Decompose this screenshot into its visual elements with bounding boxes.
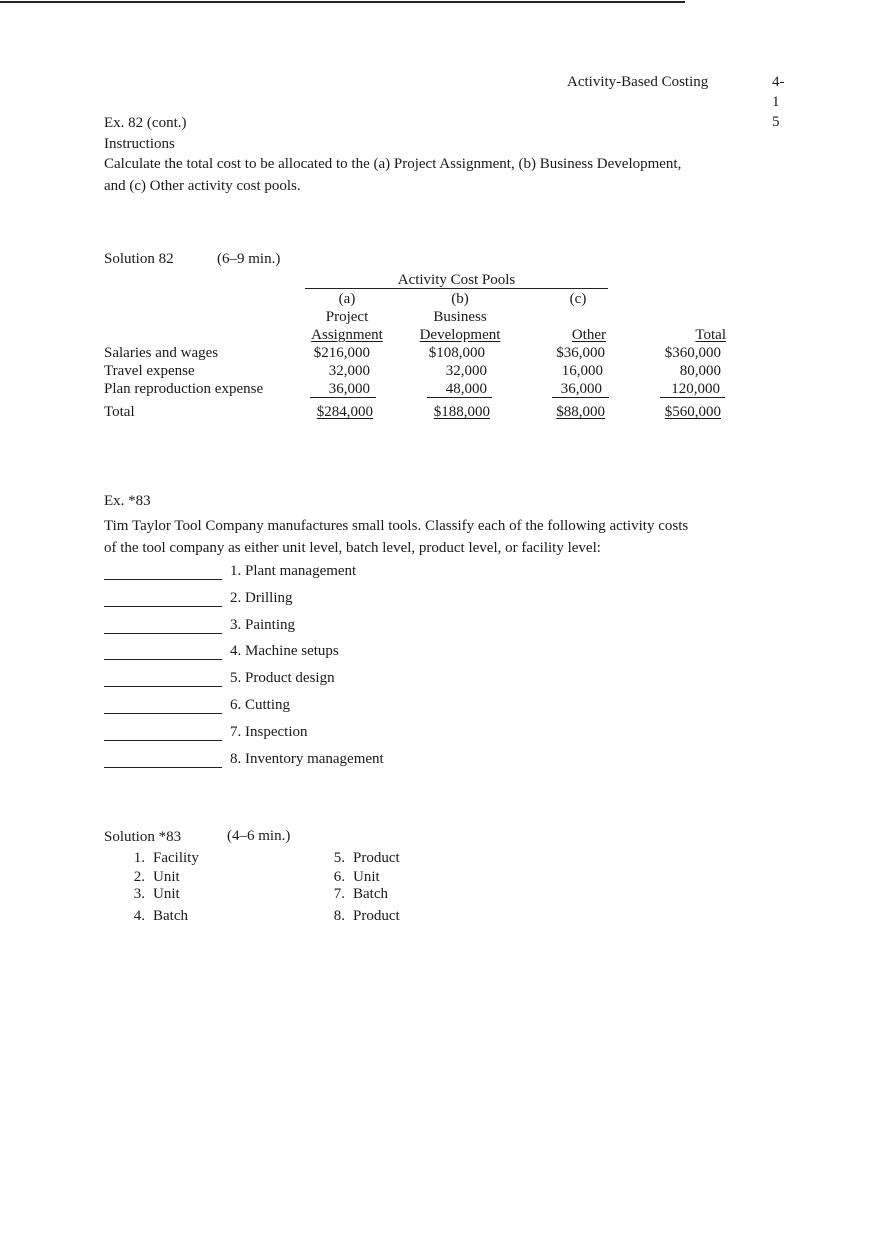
running-header-title: Activity-Based Costing bbox=[567, 74, 709, 90]
page-number bbox=[772, 72, 788, 132]
table-cell: $560,000 bbox=[664, 404, 721, 420]
answer-blank bbox=[104, 645, 222, 660]
answer-text: Product bbox=[353, 850, 400, 866]
column-name-line1: Project bbox=[325, 309, 369, 325]
answer-item bbox=[121, 868, 180, 886]
list-item bbox=[104, 642, 339, 660]
answer-item bbox=[321, 868, 380, 886]
answer-text: Batch bbox=[153, 908, 188, 924]
list-item bbox=[104, 750, 384, 768]
table-cell: $284,000 bbox=[316, 404, 373, 420]
page-number-line: 4- bbox=[772, 74, 785, 90]
answer-blank bbox=[104, 619, 222, 634]
subtotal-rule bbox=[660, 397, 725, 398]
answer-number: 1. bbox=[133, 850, 145, 866]
answer-number: 8. bbox=[333, 908, 345, 924]
list-item-text: 1. Plant management bbox=[230, 563, 357, 579]
row-label: Total bbox=[104, 404, 135, 420]
answer-item bbox=[121, 907, 188, 925]
row-label: Salaries and wages bbox=[104, 345, 219, 361]
column-letter: (a) bbox=[338, 291, 356, 307]
table-cell: 32,000 bbox=[328, 363, 370, 379]
answer-number: 7. bbox=[333, 886, 345, 902]
answer-text: Unit bbox=[153, 869, 180, 885]
page-number-line: 1 bbox=[772, 94, 780, 110]
list-item-text: 7. Inspection bbox=[230, 724, 308, 740]
list-item bbox=[104, 696, 290, 714]
list-item bbox=[104, 616, 295, 634]
answer-number: 5. bbox=[333, 850, 345, 866]
answer-item bbox=[121, 849, 199, 867]
answer-blank bbox=[104, 672, 222, 687]
answer-number: 3. bbox=[133, 886, 145, 902]
answer-blank bbox=[104, 565, 222, 580]
exercise-82-label: Ex. 82 (cont.) bbox=[104, 115, 187, 131]
solution-83-label: Solution *83 bbox=[104, 829, 182, 845]
exercise-83-label: Ex. *83 bbox=[104, 493, 151, 509]
page-number-line: 5 bbox=[772, 114, 780, 130]
subtotal-rule bbox=[552, 397, 609, 398]
answer-text: Product bbox=[353, 908, 400, 924]
answer-item bbox=[321, 907, 400, 925]
exercise-83-intro: of the tool company as either unit level, batch level, product level, or facility level: bbox=[104, 540, 601, 556]
group-header-rule bbox=[305, 288, 608, 289]
answer-number: 2. bbox=[133, 869, 145, 885]
table-cell: 120,000 bbox=[671, 381, 720, 397]
solution-82-time: (6–9 min.) bbox=[217, 251, 281, 267]
answer-text: Batch bbox=[353, 886, 388, 902]
list-item-text: 2. Drilling bbox=[230, 590, 293, 606]
column-name-line2: Development bbox=[419, 327, 501, 343]
answer-blank bbox=[104, 592, 222, 607]
list-item-text: 5. Product design bbox=[230, 670, 335, 686]
list-item-text: 6. Cutting bbox=[230, 697, 291, 713]
column-name-line1: Business bbox=[433, 309, 487, 325]
instructions-label: Instructions bbox=[104, 136, 175, 152]
answer-number: 6. bbox=[333, 869, 345, 885]
row-label: Plan reproduction expense bbox=[104, 381, 264, 397]
exercise-83-intro: Tim Taylor Tool Company manufactures small tools. Classify each of the following activity costs bbox=[104, 518, 689, 534]
instructions-line: and (c) Other activity cost pools. bbox=[104, 178, 301, 194]
list-item bbox=[104, 723, 307, 741]
table-cell: 80,000 bbox=[679, 363, 721, 379]
list-item-text: 4. Machine setups bbox=[230, 643, 339, 659]
list-item-text: 3. Painting bbox=[230, 617, 296, 633]
subtotal-rule bbox=[310, 397, 376, 398]
answer-number: 4. bbox=[133, 908, 145, 924]
table-cell: $216,000 bbox=[313, 345, 370, 361]
table-cell: $188,000 bbox=[433, 404, 490, 420]
subtotal-rule bbox=[427, 397, 492, 398]
column-letter: (c) bbox=[569, 291, 587, 307]
list-item bbox=[104, 589, 293, 607]
column-name-line2: Other bbox=[571, 327, 606, 343]
table-cell: 36,000 bbox=[560, 381, 602, 397]
table-cell: $360,000 bbox=[664, 345, 721, 361]
table-cell: 32,000 bbox=[445, 363, 487, 379]
table-cell: $36,000 bbox=[556, 345, 605, 361]
table-cell: $108,000 bbox=[428, 345, 485, 361]
answer-blank bbox=[104, 699, 222, 714]
answer-text: Facility bbox=[153, 850, 199, 866]
top-rule bbox=[0, 1, 685, 3]
table-cell: $88,000 bbox=[556, 404, 605, 420]
list-item bbox=[104, 669, 335, 687]
table-cell: 36,000 bbox=[328, 381, 370, 397]
solution-82-label: Solution 82 bbox=[104, 251, 174, 267]
answer-text: Unit bbox=[353, 869, 380, 885]
solution-83-time: (4–6 min.) bbox=[227, 828, 291, 844]
list-item bbox=[104, 562, 356, 580]
answer-item bbox=[321, 885, 388, 903]
answer-blank bbox=[104, 726, 222, 741]
column-name-line2: Total bbox=[695, 327, 726, 343]
cost-pools-group-header: Activity Cost Pools bbox=[397, 272, 516, 288]
list-item-text: 8. Inventory management bbox=[230, 751, 384, 767]
table-cell: 16,000 bbox=[561, 363, 603, 379]
instructions-line: Calculate the total cost to be allocated to the (a) Project Assignment, (b) Business Development, bbox=[104, 156, 682, 172]
column-name-line2: Assignment bbox=[311, 327, 383, 343]
answer-text: Unit bbox=[153, 886, 180, 902]
table-cell: 48,000 bbox=[445, 381, 487, 397]
answer-item bbox=[121, 885, 180, 903]
row-label: Travel expense bbox=[104, 363, 195, 379]
answer-blank bbox=[104, 753, 222, 768]
answer-item bbox=[321, 849, 400, 867]
column-letter: (b) bbox=[451, 291, 469, 307]
